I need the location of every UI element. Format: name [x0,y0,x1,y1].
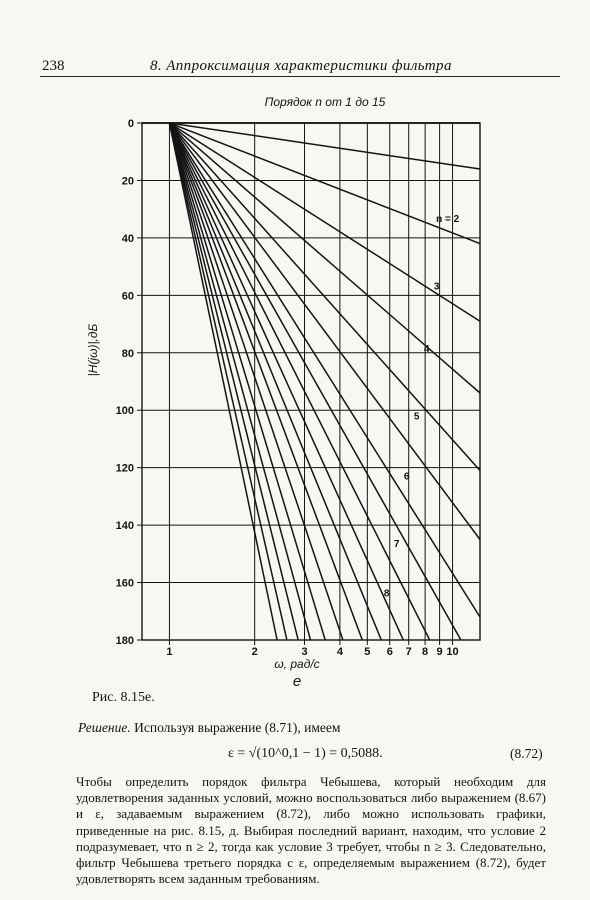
y-tick-label: 180 [115,635,134,647]
series-label: 6 [403,471,410,483]
series-label: 5 [413,411,420,423]
x-tick-label: 10 [446,646,459,658]
formula: ε = √(10^0,1 − 1) = 0,5088. [228,746,383,761]
x-tick-label: 4 [336,646,343,658]
running-head: 8. Аппроксимация характеристики фильтра [150,58,452,74]
page-number: 238 [42,58,65,74]
series-line [169,123,480,471]
y-tick-label: 100 [115,405,134,418]
solution-line [78,720,340,736]
series-label: 7 [393,538,400,550]
series-line [169,123,480,617]
figure-caption: Рис. 8.15е. [92,690,155,705]
x-tick-label: 1 [166,646,173,658]
series-line [169,123,362,640]
series-line [169,123,298,640]
series-label: n = 2 [436,213,460,225]
solution-label: Решение. [78,720,131,735]
series-line [169,123,480,169]
y-tick-label: 80 [121,347,134,360]
series-label: 4 [423,343,430,355]
x-tick-label: 9 [436,646,443,658]
series-label: 8 [383,588,390,600]
series-line [169,123,277,640]
equation-number: (8.72) [510,746,543,761]
y-tick-label: 20 [121,175,134,188]
x-tick-label: 3 [301,646,308,658]
y-axis-label: |H(jω)|,дБ [86,323,100,377]
x-tick-label: 7 [405,646,412,658]
x-tick-label: 6 [386,646,393,658]
y-tick-label: 60 [121,290,134,303]
series-line [169,123,381,640]
y-tick-label: 0 [127,118,134,130]
y-tick-label: 120 [115,462,134,475]
x-tick-label: 2 [251,646,258,658]
x-axis-label: ω, рад/с [274,657,320,671]
body-paragraph: Чтобы определить порядок фильтра Чебышева, который необходим для удовлетворения заданных условий, можно воспользоваться либо выражением (8.67) и ε, задаваемым выражением (8.72), либо можно использовать графики, приведенные на рис. 8.15, д. Выбирая последний вариант, находим, что условие 2 подразумевает, что n ≥ 2, тогда как условие 3 требует, чтобы n ≥ 3. Следовательно, фильтр Чебышева третьего порядка с ε, определяемым выражением (8.72), будет удовлетворять всем заданным требованиям. [76,774,546,887]
series-line [169,123,343,640]
chart-title: Порядок n от 1 до 15 [264,95,386,109]
panel-letter: e [292,673,302,690]
x-tick-label: 5 [364,646,371,658]
y-tick-label: 140 [115,520,134,533]
y-tick-label: 40 [121,232,134,245]
series-line [169,123,461,640]
solution-intro: Используя выражение (8.71), имеем [134,720,341,735]
series-label: 3 [433,281,440,293]
y-tick-label: 160 [115,577,134,590]
series-line [169,123,429,640]
series-line [169,123,310,640]
x-tick-label: 8 [422,646,429,658]
series-line [169,123,325,640]
